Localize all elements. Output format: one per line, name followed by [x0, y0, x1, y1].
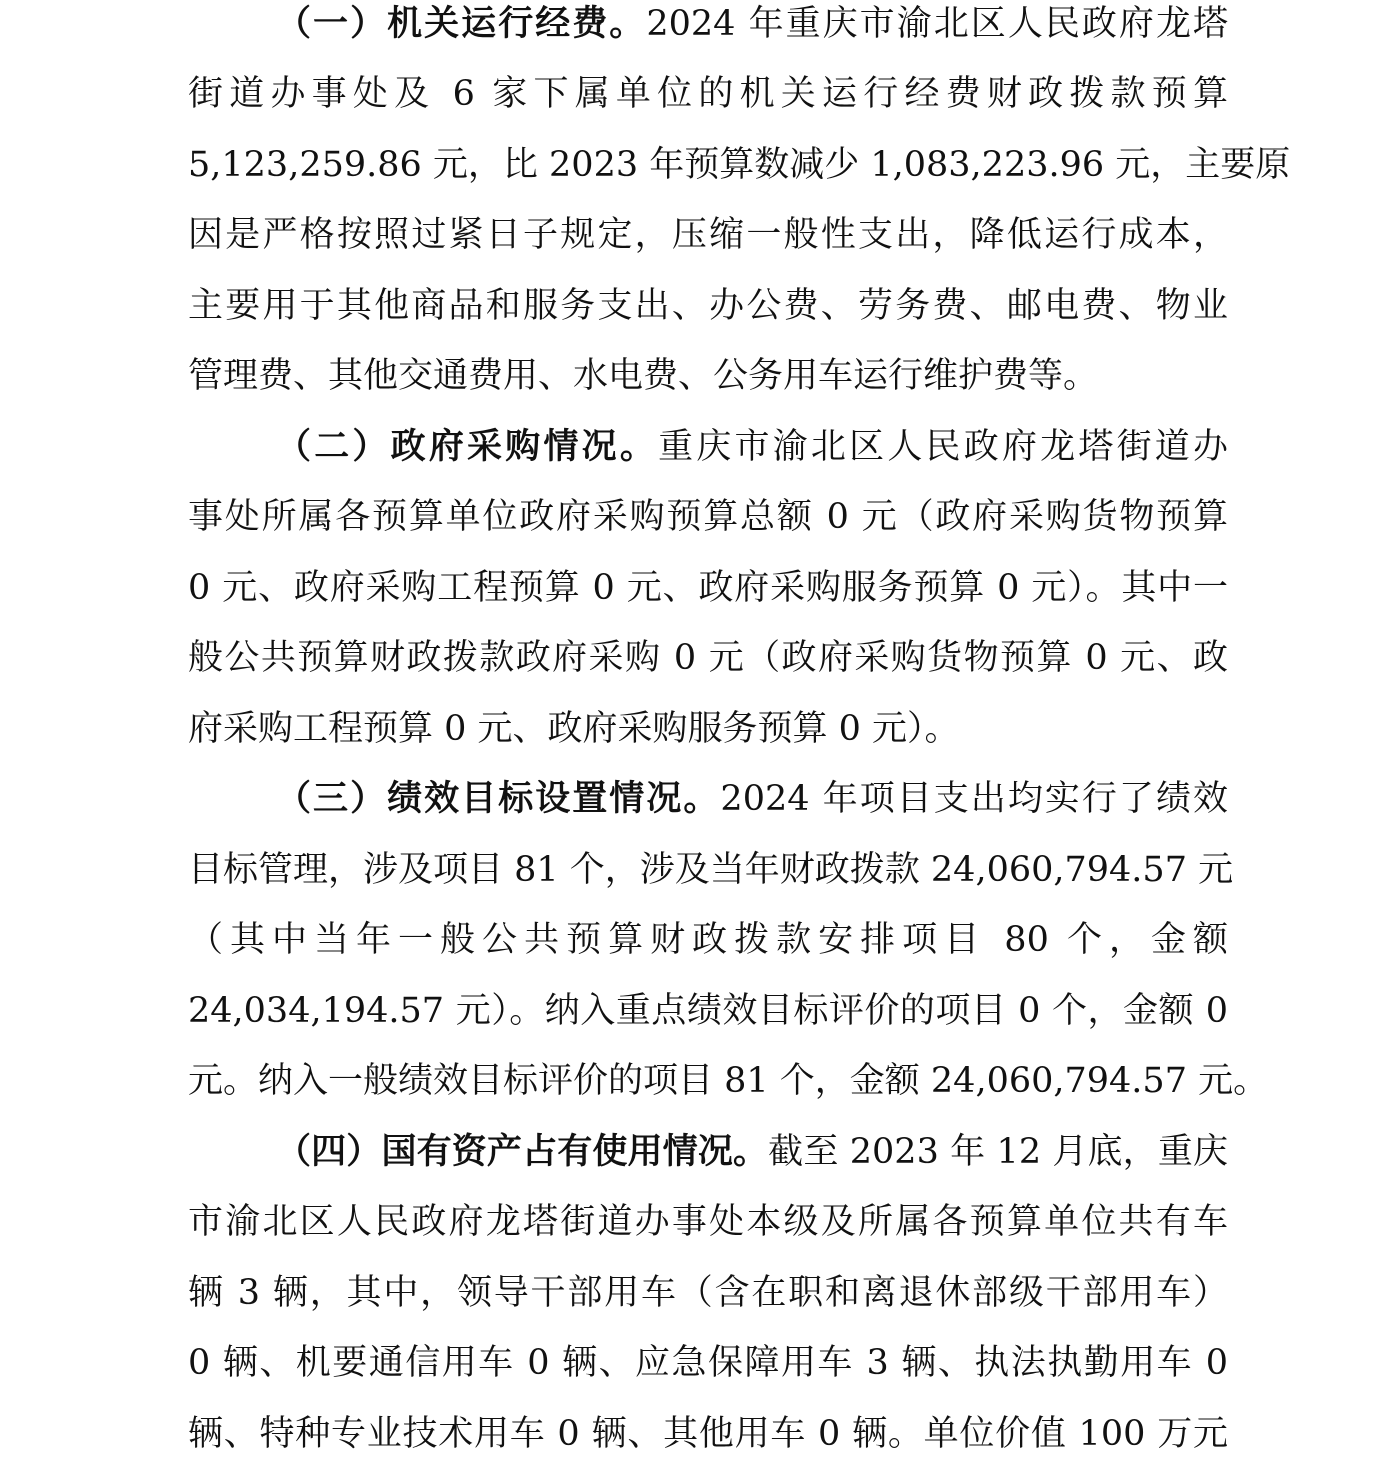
paragraph-2-line-5: 府采购工程预算 0 元、政府采购服务预算 0 元）。 [188, 709, 960, 749]
paragraph-3-line-5: 元。纳入一般绩效目标评价的项目 81 个，金额 24,060,794.57 元。 [188, 1061, 1269, 1101]
paragraph-4-line-2: 市渝北区人民政府龙塔街道办事处本级及所属各预算单位共有车 [188, 1202, 1228, 1242]
paragraph-3-line-3: （其中当年一般公共预算财政拨款安排项目 80 个，金额 [188, 920, 1228, 960]
paragraph-4-line-1-text: 截至 2023 年 12 月底，重庆 [768, 1132, 1228, 1172]
paragraph-3-line-2: 目标管理，涉及项目 81 个，涉及当年财政拨款 24,060,794.57 元 [188, 850, 1234, 890]
paragraph-2-line-1 [276, 425, 1228, 469]
paragraph-4-line-5: 辆、特种专业技术用车 0 辆、其他用车 0 辆。单位价值 100 万元 [188, 1414, 1228, 1454]
paragraph-1-line-2: 街道办事处及 6 家下属单位的机关运行经费财政拨款预算 [188, 74, 1228, 114]
paragraph-1-line-4: 因是严格按照过紧日子规定，压缩一般性支出，降低运行成本， [188, 215, 1228, 255]
paragraph-1-line-5: 主要用于其他商品和服务支出、办公费、劳务费、邮电费、物业 [188, 286, 1228, 326]
paragraph-1-heading: （一）机关运行经费。 [276, 4, 647, 44]
paragraph-4-line-3: 辆 3 辆，其中，领导干部用车（含在职和离退休部级干部用车） [188, 1273, 1228, 1313]
paragraph-2-heading: （二）政府采购情况。 [276, 427, 659, 467]
paragraph-1-line-1-text: 2024 年重庆市渝北区人民政府龙塔 [646, 4, 1228, 44]
paragraph-2-line-3: 0 元、政府采购工程预算 0 元、政府采购服务预算 0 元）。其中一 [188, 568, 1228, 608]
paragraph-3-line-1 [276, 777, 1228, 821]
paragraph-4-line-1 [276, 1130, 1228, 1174]
paragraph-4-line-4: 0 辆、机要通信用车 0 辆、应急保障用车 3 辆、执法执勤用车 0 [188, 1343, 1228, 1383]
paragraph-1-line-6: 管理费、其他交通费用、水电费、公务用车运行维护费等。 [188, 356, 1099, 396]
paragraph-2-line-2: 事处所属各预算单位政府采购预算总额 0 元（政府采购货物预算 [188, 497, 1228, 537]
paragraph-3-line-1-text: 2024 年项目支出均实行了绩效 [720, 779, 1228, 819]
paragraph-2-line-1-text: 重庆市渝北区人民政府龙塔街道办 [658, 427, 1228, 467]
paragraph-1-line-3: 5,123,259.86 元，比 2023 年预算数减少 1,083,223.96 元，主要原 [188, 145, 1291, 185]
paragraph-1-line-1 [276, 2, 1228, 46]
paragraph-2-line-4: 般公共预算财政拨款政府采购 0 元（政府采购货物预算 0 元、政 [188, 638, 1228, 678]
paragraph-4-heading: （四）国有资产占有使用情况。 [276, 1132, 769, 1172]
paragraph-3-line-4: 24,034,194.57 元）。纳入重点绩效目标评价的项目 0 个，金额 0 [188, 991, 1228, 1031]
paragraph-3-heading: （三）绩效目标设置情况。 [276, 779, 721, 819]
